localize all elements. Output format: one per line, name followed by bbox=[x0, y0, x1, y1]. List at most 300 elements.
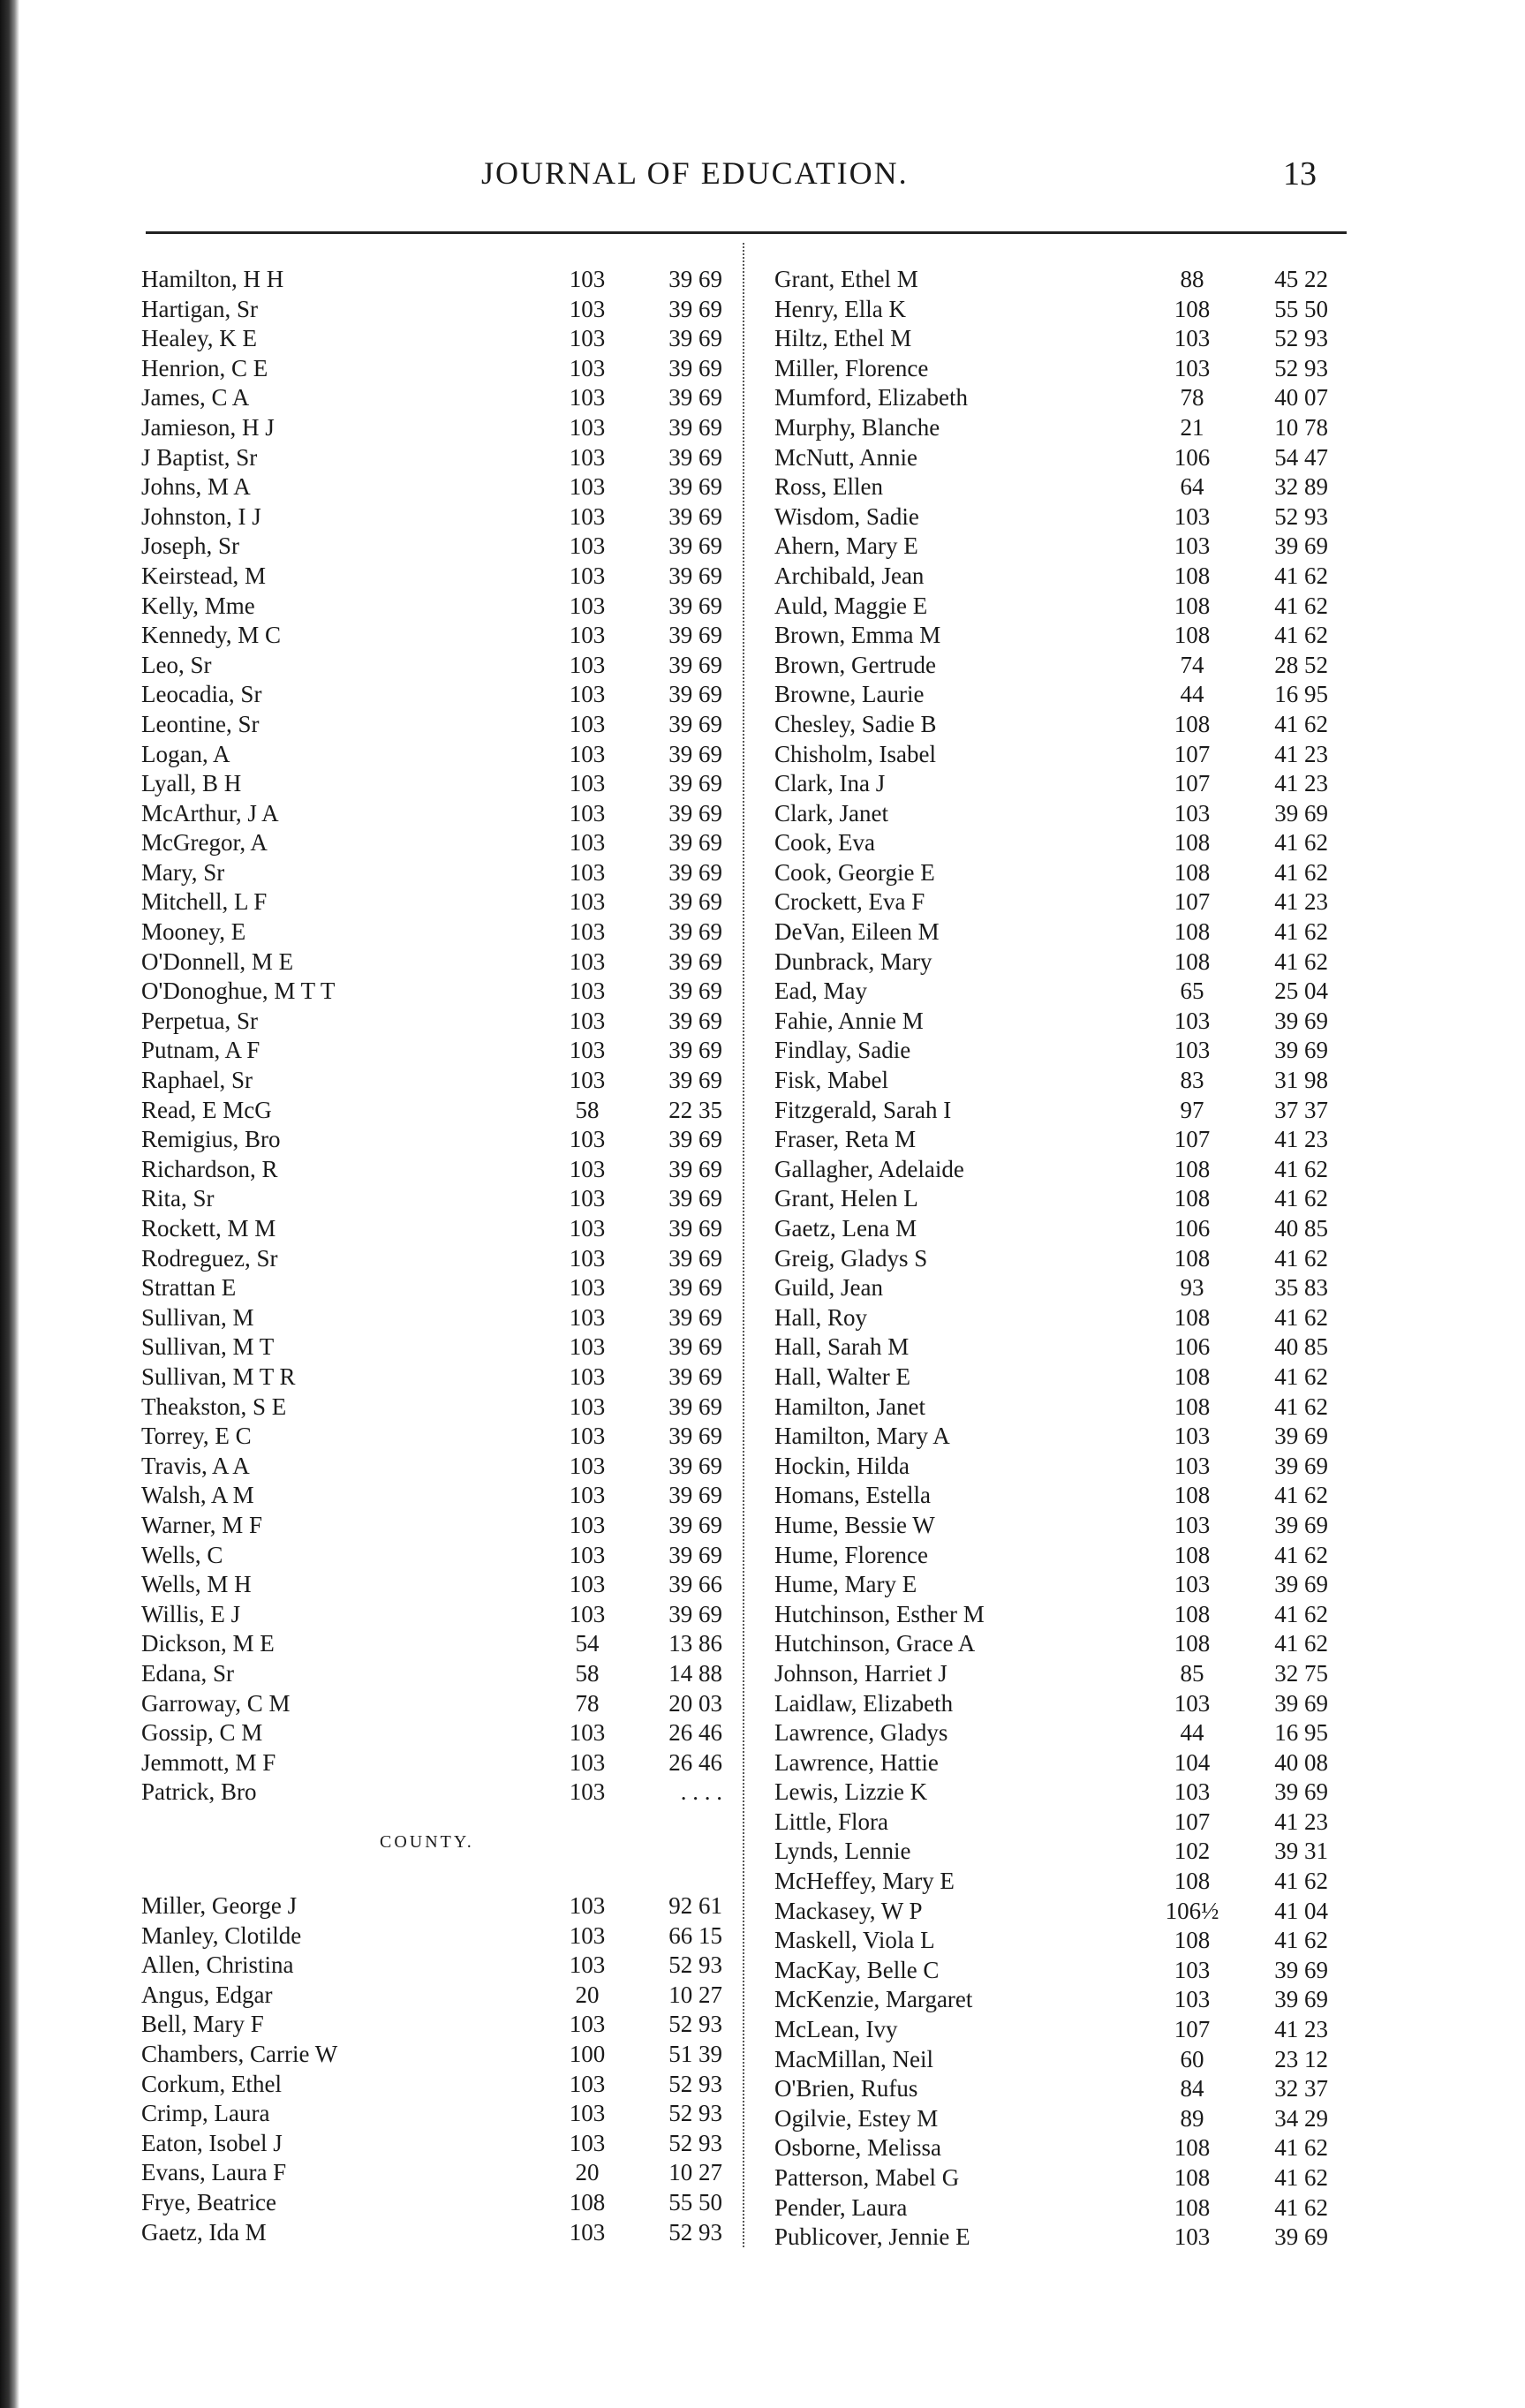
list-item bbox=[774, 1184, 1375, 1214]
entry-name: Johns, M A bbox=[141, 473, 251, 501]
entry-amount: 39 69 bbox=[668, 502, 722, 530]
entry-name: Remigius, Bro bbox=[141, 1126, 281, 1153]
list-item bbox=[774, 1659, 1375, 1689]
entry-name: Browne, Laurie bbox=[774, 681, 925, 708]
entry-amount: 41 62 bbox=[1274, 1868, 1328, 1895]
entry-count: 88 bbox=[1180, 266, 1204, 292]
entry-amount: 31 98 bbox=[1274, 1067, 1328, 1094]
entry-count: 103 bbox=[1174, 325, 1211, 352]
entry-name: Ogilvie, Estey M bbox=[774, 2104, 939, 2132]
entry-name: Rodreguez, Sr bbox=[141, 1244, 278, 1272]
entry-amount: 41 23 bbox=[1274, 1808, 1328, 1835]
list-item bbox=[774, 1511, 1375, 1541]
entry-name: Leocadia, Sr bbox=[141, 681, 262, 708]
list-item bbox=[774, 443, 1375, 473]
list-item bbox=[774, 413, 1375, 443]
entry-count: 78 bbox=[575, 1689, 600, 1717]
list-item bbox=[774, 562, 1375, 592]
entry-name: Corkum, Ethel bbox=[141, 2070, 282, 2097]
entry-amount: 39 69 bbox=[1274, 1007, 1328, 1034]
entry-name: Healey, K E bbox=[141, 325, 257, 352]
entry-amount: 40 07 bbox=[1274, 384, 1328, 411]
entry-count: 103 bbox=[569, 502, 606, 530]
list-item bbox=[141, 1511, 742, 1541]
entry-name: Hutchinson, Grace A bbox=[774, 1630, 976, 1657]
entry-amount: 26 46 bbox=[668, 1719, 722, 1747]
entry-count: 103 bbox=[569, 1007, 606, 1034]
entry-count: 103 bbox=[1174, 1511, 1211, 1538]
entry-count: 103 bbox=[569, 651, 606, 678]
list-item bbox=[141, 947, 742, 978]
entry-count: 108 bbox=[1174, 1244, 1211, 1272]
entry-count: 103 bbox=[1174, 354, 1211, 381]
entry-count: 103 bbox=[1174, 502, 1211, 530]
entry-name: Hall, Roy bbox=[774, 1303, 867, 1331]
entry-count: 83 bbox=[1180, 1067, 1204, 1094]
entry-amount: 39 69 bbox=[668, 1541, 722, 1568]
entry-count: 103 bbox=[569, 266, 606, 292]
entry-amount: 41 62 bbox=[1274, 2193, 1328, 2221]
entry-count: 103 bbox=[569, 622, 606, 649]
entry-name: Frye, Beatrice bbox=[141, 2188, 276, 2216]
entry-count: 107 bbox=[1174, 740, 1211, 767]
entry-count: 103 bbox=[569, 325, 606, 352]
entry-amount: 39 69 bbox=[1274, 1986, 1328, 2013]
entry-count: 103 bbox=[569, 710, 606, 737]
list-item bbox=[774, 858, 1375, 888]
entry-name: Lyall, B H bbox=[141, 770, 242, 797]
entry-name: Hiltz, Ethel M bbox=[774, 325, 912, 352]
entry-amount: 40 85 bbox=[1274, 1215, 1328, 1242]
entry-amount: 39 69 bbox=[668, 978, 722, 1005]
entry-amount: 39 69 bbox=[668, 295, 722, 322]
entry-amount: 41 62 bbox=[1274, 858, 1328, 886]
entry-name: Garroway, C M bbox=[141, 1689, 291, 1717]
list-item bbox=[774, 2015, 1375, 2045]
entry-amount: 39 69 bbox=[668, 622, 722, 649]
entry-amount: 16 95 bbox=[1274, 1719, 1328, 1747]
entry-name: Findlay, Sadie bbox=[774, 1037, 911, 1064]
entry-name: Archibald, Jean bbox=[774, 562, 925, 589]
entry-amount: 39 66 bbox=[668, 1571, 722, 1598]
entry-amount: 41 62 bbox=[1274, 1482, 1328, 1509]
entry-name: McArthur, J A bbox=[141, 799, 279, 827]
list-item bbox=[141, 1689, 742, 1719]
entry-amount: 39 69 bbox=[1274, 799, 1328, 827]
entry-count: 103 bbox=[569, 1067, 606, 1094]
entry-amount: 10 27 bbox=[668, 2159, 722, 2186]
entry-amount: 39 69 bbox=[668, 1067, 722, 1094]
entry-amount: 39 69 bbox=[668, 1037, 722, 1064]
entry-count: 103 bbox=[1174, 1423, 1211, 1450]
county-list bbox=[141, 1891, 742, 2247]
entry-name: Wisdom, Sadie bbox=[774, 502, 919, 530]
list-item bbox=[141, 887, 742, 917]
list-item bbox=[774, 295, 1375, 325]
entry-name: Keirstead, M bbox=[141, 562, 266, 589]
entry-amount: 39 69 bbox=[668, 413, 722, 441]
list-item bbox=[774, 2133, 1375, 2163]
entry-name: Lawrence, Hattie bbox=[774, 1748, 939, 1776]
entry-name: Edana, Sr bbox=[141, 1659, 234, 1687]
entry-amount: 41 62 bbox=[1274, 1630, 1328, 1657]
entry-amount: 41 62 bbox=[1274, 1363, 1328, 1390]
entry-amount: 92 61 bbox=[668, 1892, 722, 1919]
entry-count: 103 bbox=[569, 1600, 606, 1627]
entry-name: O'Donnell, M E bbox=[141, 947, 294, 975]
entry-amount: 20 03 bbox=[668, 1689, 722, 1717]
entry-amount: 40 08 bbox=[1274, 1748, 1328, 1776]
entry-count: 65 bbox=[1180, 978, 1204, 1005]
entry-count: 103 bbox=[569, 1037, 606, 1064]
entry-name: Patrick, Bro bbox=[141, 1778, 257, 1806]
entry-name: Maskell, Viola L bbox=[774, 1927, 935, 1954]
list-item bbox=[774, 1748, 1375, 1778]
entry-name: Lawrence, Gladys bbox=[774, 1719, 948, 1747]
entry-amount: 41 62 bbox=[1274, 1541, 1328, 1568]
entry-amount: 52 93 bbox=[668, 2011, 722, 2038]
entry-name: Rita, Sr bbox=[141, 1185, 215, 1212]
entry-count: 108 bbox=[1174, 622, 1211, 649]
entry-name: Walsh, A M bbox=[141, 1482, 254, 1509]
entry-name: McGregor, A bbox=[141, 829, 268, 857]
entry-amount: 51 39 bbox=[668, 2040, 722, 2067]
entry-name: Joseph, Sr bbox=[141, 532, 240, 560]
entry-amount: 39 69 bbox=[668, 266, 722, 292]
list-item bbox=[774, 1125, 1375, 1155]
list-item bbox=[141, 651, 742, 681]
entry-name: Gaetz, Ida M bbox=[141, 2218, 267, 2246]
entry-name: Fraser, Reta M bbox=[774, 1126, 917, 1153]
entry-amount: 41 62 bbox=[1274, 1244, 1328, 1272]
list-item bbox=[141, 1393, 742, 1423]
entry-amount: 28 52 bbox=[1274, 651, 1328, 678]
entry-name: Fahie, Annie M bbox=[774, 1007, 924, 1034]
entry-count: 107 bbox=[1174, 2016, 1211, 2043]
entry-count: 103 bbox=[569, 1921, 606, 1949]
list-item bbox=[774, 1481, 1375, 1511]
entry-count: 103 bbox=[569, 858, 606, 886]
entry-name: Hall, Walter E bbox=[774, 1363, 911, 1390]
entry-name: Kelly, Mme bbox=[141, 592, 255, 619]
entry-amount: 41 23 bbox=[1274, 740, 1328, 767]
entry-amount: 41 62 bbox=[1274, 592, 1328, 619]
list-item bbox=[774, 1303, 1375, 1333]
entry-count: 103 bbox=[569, 562, 606, 589]
entry-name: Dunbrack, Mary bbox=[774, 947, 932, 975]
entry-count: 106 bbox=[1174, 443, 1211, 471]
entry-amount: 39 69 bbox=[668, 1185, 722, 1212]
entry-name: Allen, Christina bbox=[141, 1951, 294, 1979]
entry-count: 108 bbox=[1174, 2134, 1211, 2162]
entry-count: 108 bbox=[1174, 295, 1211, 322]
entry-amount: 39 69 bbox=[1274, 532, 1328, 560]
entry-count: 108 bbox=[1174, 2164, 1211, 2191]
entry-count: 103 bbox=[569, 1423, 606, 1450]
entry-count: 103 bbox=[569, 947, 606, 975]
running-title: JOURNAL OF EDUCATION. bbox=[481, 155, 909, 191]
entry-amount: 39 69 bbox=[668, 1007, 722, 1034]
list-item bbox=[774, 710, 1375, 740]
list-item bbox=[141, 1244, 742, 1274]
entry-count: 103 bbox=[569, 1748, 606, 1776]
entry-count: 103 bbox=[569, 1215, 606, 1242]
entry-name: Manley, Clotilde bbox=[141, 1921, 302, 1949]
list-item bbox=[774, 1096, 1375, 1126]
entry-amount: 32 37 bbox=[1274, 2075, 1328, 2102]
entry-name: Hume, Florence bbox=[774, 1541, 928, 1568]
list-item bbox=[141, 1184, 742, 1214]
entry-name: Hume, Mary E bbox=[774, 1571, 917, 1598]
list-item bbox=[774, 651, 1375, 681]
list-item bbox=[141, 413, 742, 443]
entry-amount: 25 04 bbox=[1274, 978, 1328, 1005]
entry-amount: 66 15 bbox=[668, 1921, 722, 1949]
entry-count: 103 bbox=[569, 295, 606, 322]
list-item bbox=[141, 472, 742, 502]
entry-count: 103 bbox=[1174, 1956, 1211, 1983]
entry-amount: 41 62 bbox=[1274, 829, 1328, 857]
entry-amount: 52 93 bbox=[668, 2129, 722, 2156]
entry-count: 103 bbox=[569, 1541, 606, 1568]
entry-count: 103 bbox=[569, 1892, 606, 1919]
entry-count: 100 bbox=[569, 2040, 606, 2067]
list-item bbox=[141, 1570, 742, 1600]
list-item bbox=[774, 887, 1375, 917]
entry-count: 102 bbox=[1174, 1838, 1211, 1865]
list-item bbox=[774, 1393, 1375, 1423]
entry-amount: 39 69 bbox=[668, 1363, 722, 1390]
entry-count: 103 bbox=[569, 888, 606, 916]
entry-name: Henrion, C E bbox=[141, 354, 268, 381]
entry-amount: 40 85 bbox=[1274, 1333, 1328, 1361]
entry-amount: 35 83 bbox=[1274, 1274, 1328, 1302]
entry-name: Miller, George J bbox=[141, 1892, 298, 1919]
entry-name: Crimp, Laura bbox=[141, 2100, 270, 2127]
entry-amount: 39 69 bbox=[668, 592, 722, 619]
entry-name: Eaton, Isobel J bbox=[141, 2129, 283, 2156]
entry-name: Evans, Laura F bbox=[141, 2159, 287, 2186]
entry-count: 108 bbox=[1174, 1482, 1211, 1509]
entry-amount: 10 78 bbox=[1274, 413, 1328, 441]
entry-name: Lewis, Lizzie K bbox=[774, 1778, 928, 1806]
list-item bbox=[141, 2188, 742, 2218]
entry-count: 108 bbox=[1174, 1155, 1211, 1182]
entry-amount: 34 29 bbox=[1274, 2104, 1328, 2132]
entry-amount: 39 69 bbox=[668, 740, 722, 767]
list-item bbox=[774, 1007, 1375, 1037]
entry-count: 103 bbox=[569, 2011, 606, 2038]
entry-count: 103 bbox=[569, 1126, 606, 1153]
entry-amount: 39 69 bbox=[668, 1393, 722, 1420]
entry-amount: 39 69 bbox=[668, 918, 722, 946]
entry-name: Little, Flora bbox=[774, 1808, 888, 1835]
entry-amount: 39 69 bbox=[1274, 1511, 1328, 1538]
entry-amount: 26 46 bbox=[668, 1748, 722, 1776]
entry-count: 103 bbox=[569, 443, 606, 471]
list-item bbox=[141, 1921, 742, 1951]
entry-name: Jemmott, M F bbox=[141, 1748, 276, 1776]
list-item bbox=[774, 1926, 1375, 1956]
entry-amount: 39 69 bbox=[668, 947, 722, 975]
entry-name: Raphael, Sr bbox=[141, 1067, 253, 1094]
entry-name: J Baptist, Sr bbox=[141, 443, 258, 471]
entry-count: 103 bbox=[569, 1363, 606, 1390]
entry-amount: 39 69 bbox=[668, 888, 722, 916]
list-item bbox=[774, 1363, 1375, 1393]
list-item bbox=[141, 1007, 742, 1037]
entry-count: 103 bbox=[569, 740, 606, 767]
entry-name: Willis, E J bbox=[141, 1600, 241, 1627]
list-item bbox=[141, 680, 742, 710]
list-item bbox=[774, 1570, 1375, 1600]
entry-name: Rockett, M M bbox=[141, 1215, 276, 1242]
entry-amount: 39 69 bbox=[668, 1511, 722, 1538]
entry-count: 103 bbox=[569, 1452, 606, 1479]
entry-amount: 13 86 bbox=[668, 1630, 722, 1657]
entry-name: Pender, Laura bbox=[774, 2193, 908, 2221]
list-item bbox=[774, 2193, 1375, 2223]
entry-count: 106 bbox=[1174, 1215, 1211, 1242]
list-item bbox=[774, 828, 1375, 858]
entry-count: 103 bbox=[569, 1333, 606, 1361]
entry-count: 64 bbox=[1180, 473, 1204, 501]
entry-name: Strattan E bbox=[141, 1274, 237, 1302]
list-item bbox=[774, 1332, 1375, 1363]
entry-name: Hartigan, Sr bbox=[141, 295, 258, 322]
entry-name: Sullivan, M T bbox=[141, 1333, 275, 1361]
entry-amount: 39 69 bbox=[668, 562, 722, 589]
entry-amount: 39 69 bbox=[1274, 1452, 1328, 1479]
entry-amount: 41 23 bbox=[1274, 770, 1328, 797]
entry-count: 84 bbox=[1180, 2075, 1204, 2102]
entry-name: Logan, A bbox=[141, 740, 230, 767]
entry-count: 108 bbox=[1174, 918, 1211, 946]
list-item bbox=[141, 324, 742, 354]
list-item bbox=[774, 324, 1375, 354]
entry-name: Torrey, E C bbox=[141, 1423, 252, 1450]
list-item bbox=[774, 592, 1375, 622]
list-item bbox=[774, 1244, 1375, 1274]
entry-name: Gossip, C M bbox=[141, 1719, 263, 1747]
entry-count: 106 bbox=[1174, 1333, 1211, 1361]
entry-name: Murphy, Blanche bbox=[774, 413, 940, 441]
entry-count: 108 bbox=[1174, 829, 1211, 857]
entry-count: 108 bbox=[1174, 710, 1211, 737]
entry-count: 54 bbox=[575, 1630, 600, 1657]
entry-amount: 22 35 bbox=[668, 1096, 722, 1123]
entry-amount: 52 93 bbox=[1274, 354, 1328, 381]
entry-count: 89 bbox=[1180, 2104, 1204, 2132]
list-item bbox=[141, 1748, 742, 1778]
entry-count: 103 bbox=[569, 1155, 606, 1182]
entry-amount: 39 69 bbox=[668, 858, 722, 886]
entry-amount: 41 62 bbox=[1274, 1185, 1328, 1212]
entry-name: Clark, Janet bbox=[774, 799, 888, 827]
entry-count: 103 bbox=[569, 799, 606, 827]
entry-count: 20 bbox=[575, 2159, 600, 2186]
column-divider bbox=[743, 243, 744, 2247]
list-item bbox=[141, 977, 742, 1007]
list-item bbox=[774, 265, 1375, 295]
entry-name: Brown, Gertrude bbox=[774, 651, 936, 678]
entry-name: Mumford, Elizabeth bbox=[774, 384, 968, 411]
entry-count: 103 bbox=[569, 1185, 606, 1212]
entry-amount: 39 69 bbox=[668, 1600, 722, 1627]
list-item bbox=[774, 1689, 1375, 1719]
list-item bbox=[774, 383, 1375, 413]
list-item bbox=[774, 2223, 1375, 2253]
list-item bbox=[774, 502, 1375, 532]
entry-name: Wells, C bbox=[141, 1541, 223, 1568]
entry-name: Homans, Estella bbox=[774, 1482, 931, 1509]
list-item bbox=[774, 1985, 1375, 2015]
entry-name: Angus, Edgar bbox=[141, 1981, 273, 2008]
entry-name: Cook, Georgie E bbox=[774, 858, 935, 886]
entry-count: 103 bbox=[569, 413, 606, 441]
entry-amount: 55 50 bbox=[1274, 295, 1328, 322]
entry-amount: 52 93 bbox=[668, 2070, 722, 2097]
list-item bbox=[774, 1422, 1375, 1452]
entry-amount: 45 22 bbox=[1274, 266, 1328, 292]
list-item bbox=[141, 710, 742, 740]
entry-count: 103 bbox=[569, 1719, 606, 1747]
entry-amount: 41 62 bbox=[1274, 1393, 1328, 1420]
entry-count: 103 bbox=[1174, 1689, 1211, 1717]
entry-count: 103 bbox=[569, 354, 606, 381]
entry-count: 108 bbox=[1174, 1185, 1211, 1212]
list-item bbox=[141, 740, 742, 770]
entry-count: 103 bbox=[569, 1511, 606, 1538]
list-item bbox=[774, 1897, 1375, 1927]
list-item bbox=[141, 2218, 742, 2248]
entry-count: 103 bbox=[569, 592, 606, 619]
entry-count: 106½ bbox=[1165, 1897, 1219, 1924]
list-item bbox=[774, 1214, 1375, 1244]
entry-amount: 39 69 bbox=[668, 354, 722, 381]
entry-count: 97 bbox=[1180, 1096, 1204, 1123]
list-item bbox=[774, 740, 1375, 770]
entry-count: 103 bbox=[569, 532, 606, 560]
entry-name: Leo, Sr bbox=[141, 651, 212, 678]
entry-count: 108 bbox=[1174, 1393, 1211, 1420]
entry-amount: 41 23 bbox=[1274, 1126, 1328, 1153]
list-item bbox=[141, 295, 742, 325]
entry-amount: 39 69 bbox=[668, 770, 722, 797]
entry-amount: 52 93 bbox=[1274, 325, 1328, 352]
entry-count: 103 bbox=[1174, 532, 1211, 560]
entry-name: Chambers, Carrie W bbox=[141, 2040, 338, 2067]
entry-count: 58 bbox=[575, 1659, 600, 1687]
list-item bbox=[141, 532, 742, 562]
entry-amount: 41 62 bbox=[1274, 562, 1328, 589]
list-item bbox=[141, 2099, 742, 2129]
entry-count: 44 bbox=[1180, 681, 1204, 708]
entry-name: Hume, Bessie W bbox=[774, 1511, 935, 1538]
entry-name: Guild, Jean bbox=[774, 1274, 883, 1302]
entry-name: Cook, Eva bbox=[774, 829, 875, 857]
entry-count: 103 bbox=[1174, 1778, 1211, 1806]
entry-count: 103 bbox=[1174, 2223, 1211, 2251]
list-item bbox=[141, 354, 742, 384]
entry-name: Hockin, Hilda bbox=[774, 1452, 910, 1479]
entry-count: 108 bbox=[1174, 592, 1211, 619]
list-item bbox=[774, 2074, 1375, 2104]
entry-amount: 39 69 bbox=[668, 1333, 722, 1361]
list-item bbox=[141, 1778, 742, 1808]
entry-amount: 39 69 bbox=[1274, 1778, 1328, 1806]
entry-count: 108 bbox=[1174, 947, 1211, 975]
